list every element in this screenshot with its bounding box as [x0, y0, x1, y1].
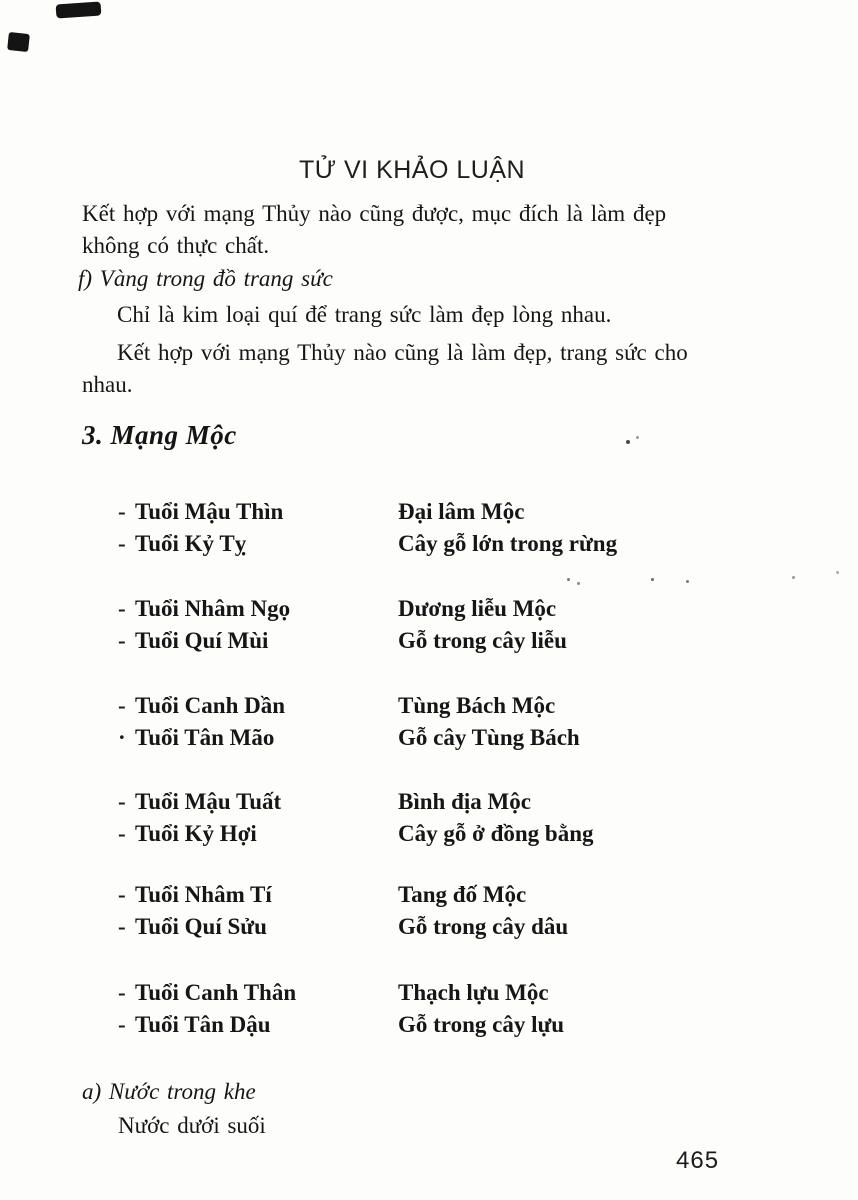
element-label: Thạch lựu Mộc: [398, 980, 549, 1005]
age-label: Tuổi Tân Dậu: [135, 1012, 271, 1037]
age-label: Tuổi Canh Thân: [135, 980, 297, 1005]
element-label: Gỗ cây Tùng Bách: [398, 725, 580, 750]
bullet-dash: -: [118, 596, 126, 621]
age-label: Tuổi Quí Mùi: [135, 628, 269, 653]
element-label: Gỗ trong cây lựu: [398, 1012, 565, 1037]
age-label: Tuổi Canh Dần: [135, 693, 286, 718]
age-label: Tuổi Mậu Thìn: [135, 499, 284, 524]
paragraph-line: Nước dưới suối: [118, 1113, 266, 1138]
ink-speck: [792, 576, 795, 579]
bullet-dash: -: [118, 821, 126, 846]
list-group: [118, 786, 617, 850]
bullet-dash: -: [118, 628, 126, 653]
list-item: [118, 879, 617, 911]
list-group: [118, 879, 617, 943]
list-group: [118, 977, 617, 1041]
age-label: Tuổi Nhâm Tí: [135, 882, 272, 907]
zodiac-element-list: [118, 496, 617, 1074]
element-label: Cây gỗ ở đồng bằng: [398, 821, 594, 846]
age-label: Tuổi Mậu Tuất: [135, 789, 282, 814]
subheading-f: f) Vàng trong đồ trang sức: [78, 266, 333, 291]
element-label: Gỗ trong cây liễu: [398, 628, 567, 653]
element-label: Bình địa Mộc: [398, 789, 531, 814]
paragraph-line: không có thực chất.: [82, 233, 270, 258]
age-label: Tuổi Quí Sửu: [135, 914, 267, 939]
bullet-dash: -: [118, 980, 126, 1005]
list-item: [118, 625, 617, 657]
running-head-title: TỬ VI KHẢO LUẬN: [298, 156, 526, 184]
bullet-dash: -: [118, 499, 126, 524]
age-label: Tuổi Kỷ Tỵ: [135, 531, 247, 556]
list-item: [118, 496, 617, 528]
list-item: [118, 1009, 617, 1041]
paragraph-line: Kết hợp với mạng Thủy nào cũng được, mục đích là làm đẹp: [82, 201, 667, 226]
paragraph-line: Kết hợp với mạng Thủy nào cũng là làm đẹp, trang sức cho: [117, 340, 688, 365]
bullet-dot: ·: [118, 725, 126, 750]
subheading-a: a) Nước trong khe: [82, 1079, 256, 1104]
bullet-dash: -: [118, 1012, 126, 1037]
element-label: Đại lâm Mộc: [398, 499, 525, 524]
list-group: [118, 690, 617, 754]
ink-speck: [636, 436, 639, 439]
bullet-dash: -: [118, 914, 126, 939]
paragraph-line: Chỉ là kim loại quí để trang sức làm đẹp lòng nhau.: [117, 302, 612, 327]
list-item: [118, 722, 617, 754]
age-label: Tuổi Tân Mão: [135, 725, 275, 750]
ink-speck: [686, 580, 689, 583]
paragraph-line: nhau.: [82, 372, 133, 397]
ink-speck: [836, 571, 839, 574]
list-group: [118, 593, 617, 657]
list-item: [118, 786, 617, 818]
list-item: [118, 977, 617, 1009]
bullet-dash: -: [118, 693, 126, 718]
list-item: [118, 528, 617, 560]
element-label: Tùng Bách Mộc: [398, 693, 556, 718]
list-item: [118, 593, 617, 625]
ink-blot-left: [7, 32, 30, 52]
list-item: [118, 690, 617, 722]
bullet-dash: -: [118, 531, 126, 556]
ink-speck: [651, 578, 654, 581]
list-item: [118, 911, 617, 943]
element-label: Cây gỗ lớn trong rừng: [398, 531, 618, 556]
page-number: 465: [676, 1147, 720, 1174]
age-label: Tuổi Kỷ Hợi: [135, 821, 257, 846]
element-label: Dương liễu Mộc: [398, 596, 557, 621]
list-item: [118, 818, 617, 850]
element-label: Gỗ trong cây dâu: [398, 914, 569, 939]
ink-blot-top: [56, 1, 102, 18]
list-group: [118, 496, 617, 560]
bullet-dash: -: [118, 789, 126, 814]
ink-speck: [626, 440, 630, 444]
bullet-dash: -: [118, 882, 126, 907]
element-label: Tang đố Mộc: [398, 882, 527, 907]
age-label: Tuổi Nhâm Ngọ: [135, 596, 291, 621]
section-heading-mang-moc: 3. Mạng Mộc: [82, 420, 237, 450]
